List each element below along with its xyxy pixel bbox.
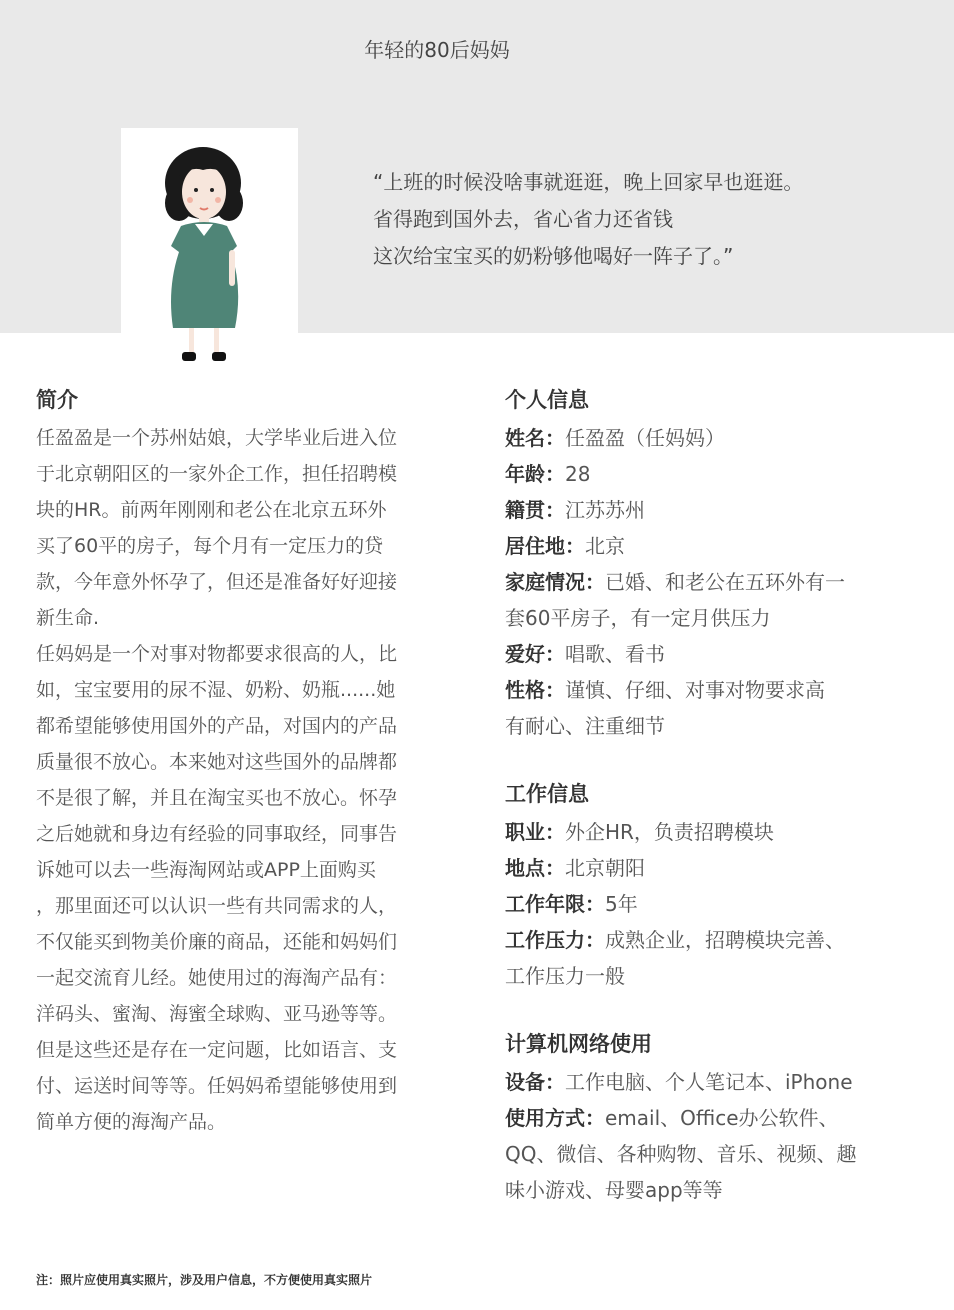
intro-line: 简单方便的海淘产品。 [36,1111,227,1133]
info-line [505,1172,945,1208]
intro-line: 买了60平的房子，每个月有一定压力的贷 [36,535,384,557]
intro-line: 任盈盈是一个苏州姑娘，大学毕业后进入位 [36,427,398,449]
info-key: 居住地： [505,534,585,558]
info-line [505,958,945,994]
personal-info-heading: 个人信息 [505,388,589,412]
intro-line: 一起交流育儿经。她使用过的海淘产品有： [36,967,398,989]
intro-heading: 简介 [36,388,78,412]
info-value: 28 [565,462,591,486]
avatar-illustration [121,128,298,368]
info-value: 套60平房子，有一定月供压力 [505,606,771,630]
intro-line: 不是很了解，并且在淘宝买也不放心。怀孕 [36,787,398,809]
info-value: 外企HR，负责招聘模块 [565,820,774,844]
info-key: 地点： [505,856,565,880]
info-line [505,600,945,636]
work-info-heading: 工作信息 [505,782,589,806]
persona-quote [373,164,933,275]
computer-usage-section [505,1028,945,1208]
quote-line: “上班的时候没啥事就逛逛，晚上回家早也逛逛。 [373,170,804,194]
info-value: email、Office办公软件、 [605,1106,839,1130]
info-value: 工作电脑、个人笔记本、iPhone [565,1070,853,1094]
info-value: 已婚、和老公在五环外有一 [605,570,845,594]
intro-line: ，那里面还可以认识一些有共同需求的人， [36,895,398,917]
info-line [505,708,945,744]
info-line [505,1100,945,1136]
intro-line: 都希望能够使用国外的产品，对国内的产品 [36,715,398,737]
intro-line: 任妈妈是一个对事对物都要求很高的人，比 [36,643,398,665]
intro-line: 新生命. [36,607,100,629]
info-value: 工作压力一般 [505,964,625,988]
info-line [505,528,945,564]
info-line [505,672,945,708]
info-value: 江苏苏州 [565,498,645,522]
info-line [505,492,945,528]
info-value: 味小游戏、母婴app等等 [505,1178,723,1202]
personal-info-section [505,384,945,744]
intro-line: 之后她就和身边有经验的同事取经，同事告 [36,823,398,845]
intro-line: 如，宝宝要用的尿不湿、奶粉、奶瓶......她 [36,679,396,701]
intro-line: 诉她可以去一些海淘网站或APP上面购买 [36,859,376,881]
info-key: 爱好： [505,642,565,666]
info-value: 谨慎、仔细、对事对物要求高 [565,678,825,702]
work-info-section [505,778,945,994]
info-key: 家庭情况： [505,570,605,594]
quote-line: 这次给宝宝买的奶粉够他喝好一阵子了。” [373,244,734,268]
info-line [505,420,945,456]
info-line [505,922,945,958]
info-key: 设备： [505,1070,565,1094]
intro-line: 质量很不放心。本来她对这些国外的品牌都 [36,751,398,773]
intro-line: 块的HR。前两年刚刚和老公在北京五环外 [36,499,387,521]
page-title: 年轻的80后妈妈 [364,38,510,62]
intro-line: 洋码头、蜜淘、海蜜全球购、亚马逊等等。 [36,1003,398,1025]
info-value: 北京朝阳 [565,856,645,880]
info-line [505,1136,945,1172]
info-line [505,886,945,922]
info-key: 籍贯： [505,498,565,522]
info-value: 任盈盈（任妈妈） [565,426,725,450]
info-line [505,564,945,600]
info-value: 有耐心、注重细节 [505,714,665,738]
info-value: QQ、微信、各种购物、音乐、视频、趣 [505,1142,857,1166]
intro-line: 付、运送时间等等。任妈妈希望能够使用到 [36,1075,398,1097]
info-key: 职业： [505,820,565,844]
info-value: 唱歌、看书 [565,642,665,666]
info-line [505,814,945,850]
info-line [505,1064,945,1100]
intro-paragraph [36,420,466,1140]
info-key: 工作年限： [505,892,605,916]
info-column [505,384,945,1242]
info-line [505,850,945,886]
info-line [505,636,945,672]
computer-usage-heading: 计算机网络使用 [505,1032,652,1056]
intro-line: 不仅能买到物美价廉的商品，还能和妈妈们 [36,931,398,953]
info-key: 姓名： [505,426,565,450]
intro-line: 但是这些还是存在一定问题，比如语言、支 [36,1039,398,1061]
intro-line: 款，今年意外怀孕了，但还是准备好好迎接 [36,571,398,593]
quote-line: 省得跑到国外去，省心省力还省钱 [373,207,673,231]
info-value: 5年 [605,892,638,916]
intro-section [36,384,466,1140]
info-key: 使用方式： [505,1106,605,1130]
footnote: 注：照片应使用真实照片，涉及用户信息，不方便使用真实照片 [36,1273,373,1287]
info-value: 成熟企业，招聘模块完善、 [605,928,845,952]
info-key: 工作压力： [505,928,605,952]
info-line [505,456,945,492]
info-key: 年龄： [505,462,565,486]
info-key: 性格： [505,678,565,702]
info-value: 北京 [585,534,625,558]
intro-line: 于北京朝阳区的一家外企工作，担任招聘模 [36,463,398,485]
